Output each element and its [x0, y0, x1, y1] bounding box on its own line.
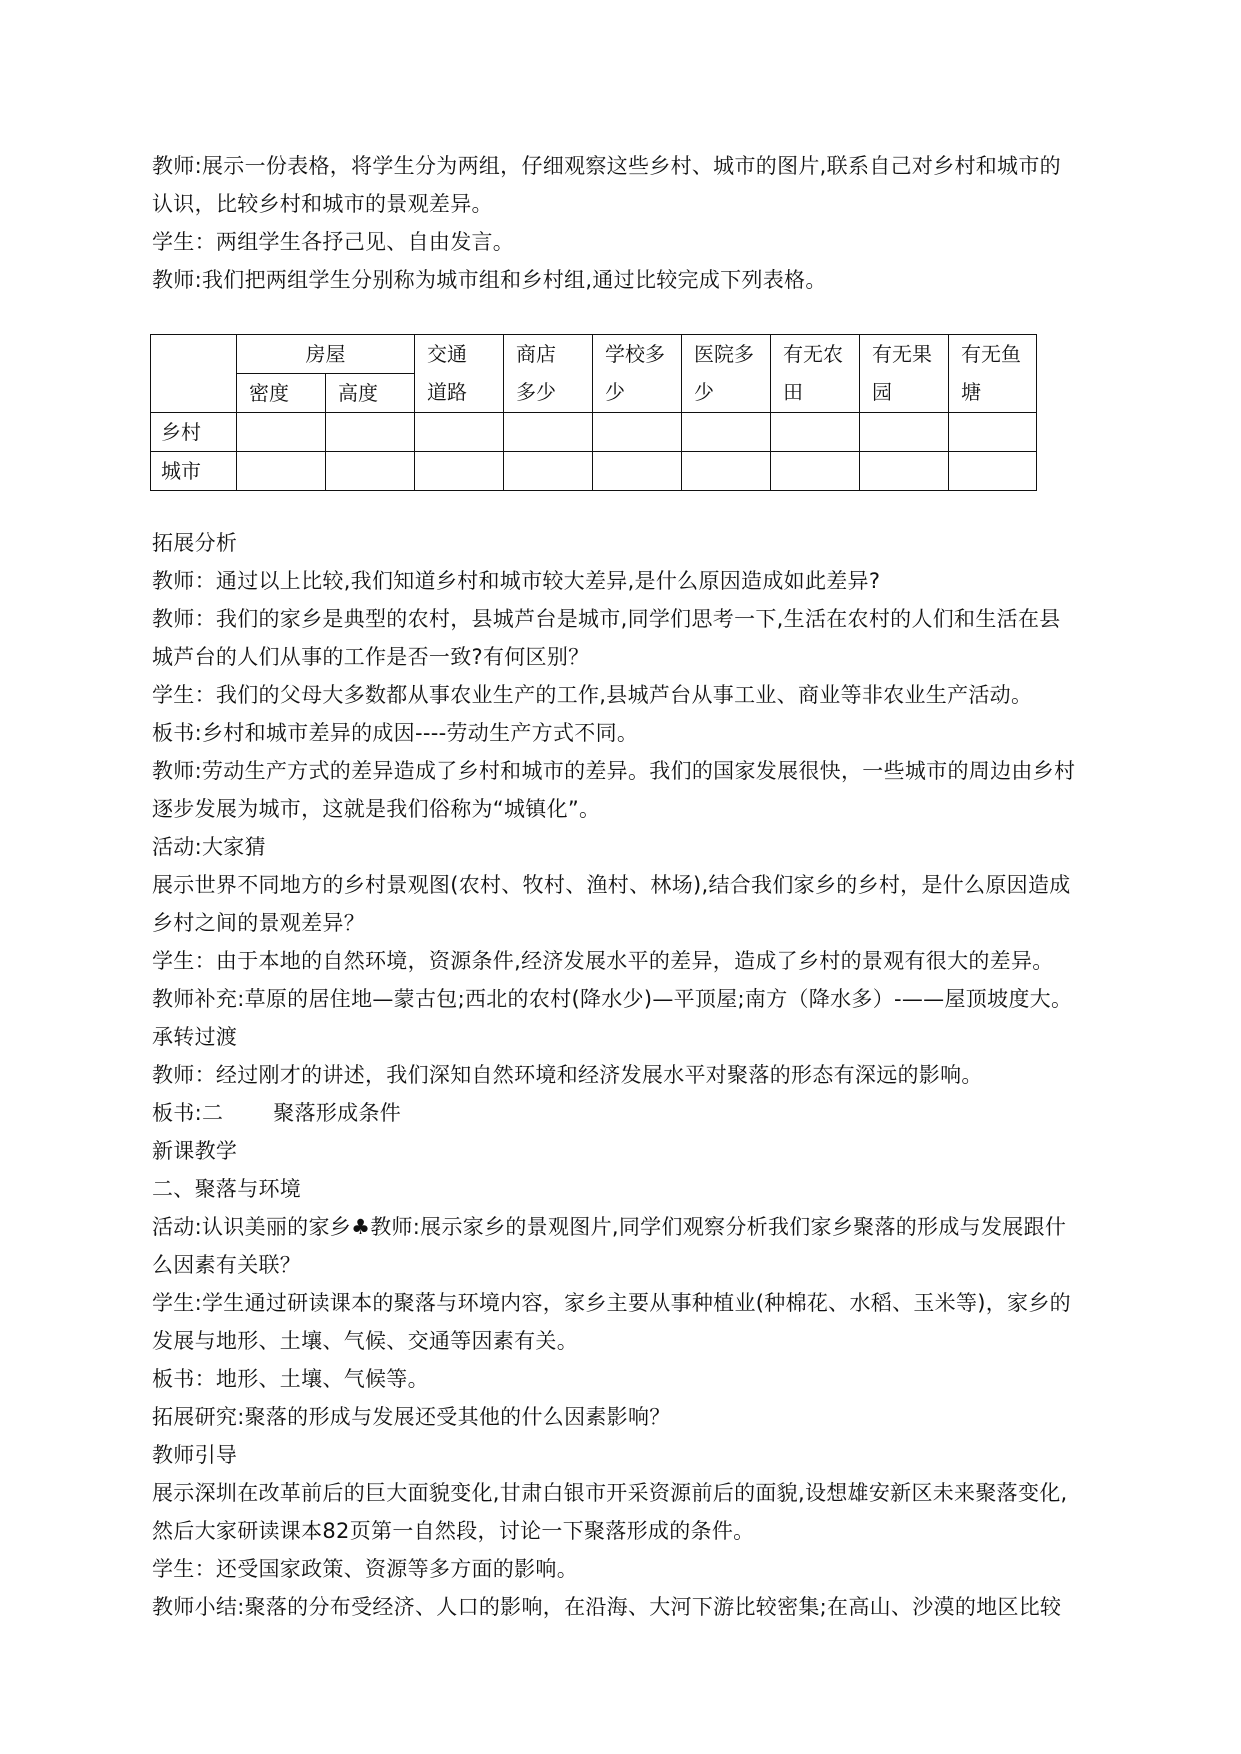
- table-header-density: 密度: [237, 374, 326, 413]
- table-header-hospitals: 医院多 少: [682, 335, 771, 413]
- paragraph: 板书:二 聚落形成条件: [152, 1101, 402, 1125]
- paragraph: 展示世界不同地方的乡村景观图(农村、牧村、渔村、林场),结合我们家乡的乡村，是什么原因造成: [152, 873, 1071, 897]
- paragraph: 教师小结:聚落的分布受经济、人口的影响，在沿海、大河下游比较密集;在高山、沙漠的地区比较: [152, 1595, 1062, 1619]
- table-corner-cell: [151, 335, 237, 413]
- table-row-label-city: 城市: [151, 452, 237, 491]
- section-heading: 新课教学: [152, 1139, 238, 1163]
- comparison-table: [150, 334, 1037, 491]
- paragraph: 展示深圳在改革前后的巨大面貌变化,甘肃白银市开采资源前后的面貌,设想雄安新区未来聚落变化,: [152, 1481, 1068, 1505]
- table-header-fishpond: 有无鱼 塘: [949, 335, 1037, 413]
- table-cell: [326, 413, 415, 452]
- section-heading: 二、聚落与环境: [152, 1177, 302, 1201]
- table-row: [151, 452, 1037, 491]
- table-header-orchard: 有无果 园: [860, 335, 949, 413]
- table-header-shops: 商店 多少: [504, 335, 593, 413]
- table-cell: [949, 413, 1037, 452]
- table-cell: [593, 413, 682, 452]
- table-cell: [504, 413, 593, 452]
- table-header-height: 高度: [326, 374, 415, 413]
- paragraph: 学生：我们的父母大多数都从事农业生产的工作,县城芦台从事工业、商业等非农业生产活动。: [152, 683, 1033, 707]
- paragraph: 学生：两组学生各抒己见、自由发言。: [152, 230, 515, 254]
- table-row-label-village: 乡村: [151, 413, 237, 452]
- table-cell: [237, 413, 326, 452]
- paragraph: 活动:认识美丽的家乡♣教师:展示家乡的景观图片,同学们观察分析我们家乡聚落的形成与发展跟什: [152, 1215, 1067, 1239]
- section-heading: 承转过渡: [152, 1025, 238, 1049]
- table-cell: [504, 452, 593, 491]
- paragraph: 然后大家研读课本82页第一自然段，讨论一下聚落形成的条件。: [152, 1519, 755, 1543]
- paragraph: 教师补充:草原的居住地—蒙古包;西北的农村(降水少)—平顶屋;南方（降水多）-——屋顶坡度大。: [152, 987, 1073, 1011]
- table-cell: [415, 413, 504, 452]
- paragraph: 板书:乡村和城市差异的成因----劳动生产方式不同。: [152, 721, 639, 745]
- table-cell: [415, 452, 504, 491]
- table-cell: [949, 452, 1037, 491]
- paragraph: 认识，比较乡村和城市的景观差异。: [152, 192, 493, 216]
- table-header-house: 房屋: [237, 335, 415, 374]
- table-cell: [593, 452, 682, 491]
- table-cell: [682, 452, 771, 491]
- table-cell: [237, 452, 326, 491]
- paragraph: 教师：我们的家乡是典型的农村，县城芦台是城市,同学们思考一下,生活在农村的人们和生活在县: [152, 607, 1061, 631]
- paragraph: 教师：经过刚才的讲述，我们深知自然环境和经济发展水平对聚落的形态有深远的影响。: [152, 1063, 983, 1087]
- paragraph: 乡村之间的景观差异？: [152, 911, 365, 935]
- table-cell: [682, 413, 771, 452]
- section-heading: 教师引导: [152, 1443, 238, 1467]
- paragraph: 学生:学生通过研读课本的聚落与环境内容，家乡主要从事种植业(种棉花、水稻、玉米等)，家乡的: [152, 1291, 1071, 1315]
- paragraph: 城芦台的人们从事的工作是否一致?有何区别？: [152, 645, 590, 669]
- paragraph: 发展与地形、土壤、气候、交通等因素有关。: [152, 1329, 578, 1353]
- paragraph: 教师:我们把两组学生分别称为城市组和乡村组,通过比较完成下列表格。: [152, 268, 827, 292]
- paragraph: 逐步发展为城市，这就是我们俗称为“城镇化”。: [152, 797, 601, 821]
- paragraph: 教师：通过以上比较,我们知道乡村和城市较大差异,是什么原因造成如此差异?: [152, 569, 881, 593]
- paragraph: 板书：地形、土壤、气候等。: [152, 1367, 429, 1391]
- table-header-schools: 学校多 少: [593, 335, 682, 413]
- paragraph: 么因素有关联？: [152, 1253, 302, 1277]
- table-header-farmland: 有无农 田: [771, 335, 860, 413]
- paragraph: 拓展研究:聚落的形成与发展还受其他的什么因素影响？: [152, 1405, 671, 1429]
- table-cell: [860, 413, 949, 452]
- table-row: [151, 413, 1037, 452]
- table-header-transport: 交通 道路: [415, 335, 504, 413]
- paragraph: 学生：由于本地的自然环境，资源条件,经济发展水平的差异，造成了乡村的景观有很大的差异。: [152, 949, 1054, 973]
- section-heading: 拓展分析: [152, 531, 238, 555]
- paragraph: 教师:展示一份表格，将学生分为两组，仔细观察这些乡村、城市的图片,联系自己对乡村和城市的: [152, 154, 1061, 178]
- table-cell: [771, 452, 860, 491]
- paragraph: 学生：还受国家政策、资源等多方面的影响。: [152, 1557, 578, 1581]
- table-cell: [771, 413, 860, 452]
- table-cell: [326, 452, 415, 491]
- table-cell: [860, 452, 949, 491]
- paragraph: 教师:劳动生产方式的差异造成了乡村和城市的差异。我们的国家发展很快，一些城市的周边由乡村: [152, 759, 1076, 783]
- section-heading: 活动:大家猜: [152, 835, 266, 859]
